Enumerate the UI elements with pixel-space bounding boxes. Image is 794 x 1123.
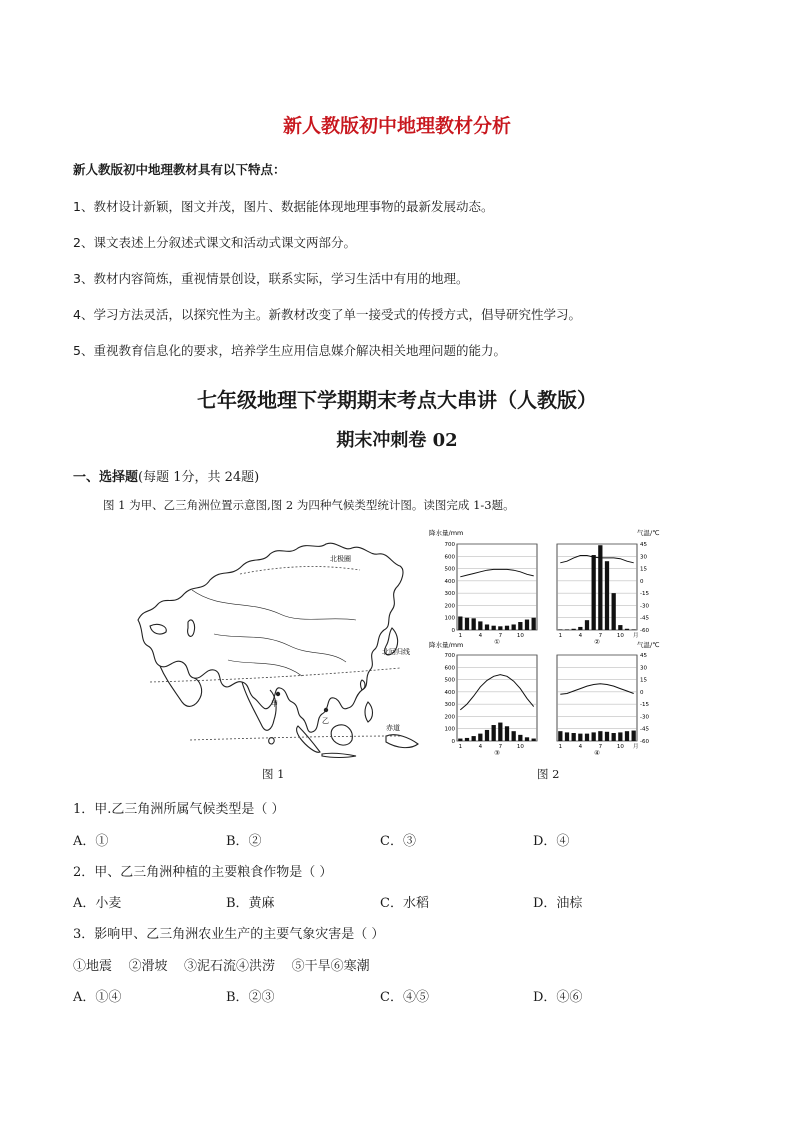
climate-charts — [425, 526, 670, 757]
precip-bar — [612, 733, 616, 741]
precip-bar — [625, 731, 629, 741]
precip-bar — [505, 626, 509, 630]
climate-chart — [557, 653, 649, 757]
month-tick-label: 10 — [516, 633, 524, 639]
chart-number-label: ④ — [594, 749, 600, 757]
climate-chart — [557, 542, 649, 646]
precip-tick-label: 200 — [444, 603, 455, 610]
question-option[interactable]: C．水稻 — [380, 896, 429, 911]
tropic-cancer-label: 北回归线 — [382, 648, 410, 656]
temp-tick-label: 45 — [640, 653, 647, 659]
question-sub-list: ①地震 ②滑坡 ③泥石流④洪涝 ⑤干旱⑥寒潮 — [73, 959, 370, 974]
temp-axis-label: 气温/℃ — [637, 641, 660, 649]
temp-tick-label: -15 — [640, 702, 649, 709]
question-stem: 3．影响甲、乙三角洲农业生产的主要气象灾害是（ ） — [73, 927, 385, 942]
precip-tick-label: 0 — [451, 739, 455, 745]
border-3 — [228, 660, 302, 676]
month-unit-label: 月 — [633, 744, 639, 750]
precip-bar — [498, 626, 502, 630]
temp-tick-label: -45 — [640, 615, 649, 622]
question-option[interactable]: D．油棕 — [533, 896, 583, 911]
precip-tick-label: 600 — [444, 665, 455, 672]
precip-bar — [512, 731, 516, 741]
month-unit-label: 月 — [633, 633, 639, 639]
question-option[interactable]: A．小麦 — [73, 896, 122, 911]
month-tick-label: 4 — [578, 633, 583, 639]
precip-tick-label: 500 — [444, 677, 455, 684]
precip-bar — [505, 726, 509, 741]
border-2 — [214, 634, 346, 662]
precip-bar — [498, 723, 502, 741]
precip-tick-label: 0 — [451, 628, 455, 634]
analysis-intro: 新人教版初中地理教材具有以下特点： — [73, 162, 286, 177]
precip-tick-label: 400 — [444, 578, 455, 585]
taiwan — [361, 680, 366, 690]
month-tick-label: 4 — [478, 633, 483, 639]
precip-bar — [585, 734, 589, 741]
temp-tick-label: -60 — [640, 739, 649, 745]
question-option[interactable]: B．② — [226, 834, 262, 849]
precip-bar — [532, 618, 536, 630]
question-stem: 2．甲、乙三角洲种植的主要粮食作物是（ ） — [73, 865, 333, 880]
precip-bar — [485, 624, 489, 630]
figure-2-caption: 图 2 — [537, 767, 560, 781]
feature-item: 5、重视教育信息化的要求，培养学生应用信息媒介解决相关地理问题的能力。 — [73, 343, 506, 358]
precip-axis-label: 降水量/mm — [429, 529, 464, 537]
jia-label: 甲 — [271, 700, 278, 708]
question-intro: 图 1 为甲、乙三角洲位置示意图,图 2 为四种气候类型统计图。读图完成 1-3题。 — [103, 498, 515, 512]
yi-marker — [324, 708, 328, 712]
new-guinea — [386, 735, 418, 748]
temp-tick-label: 0 — [640, 689, 644, 696]
month-tick-label: 10 — [616, 633, 624, 639]
question-option[interactable]: D．④ — [533, 834, 570, 849]
arctic-circle-line — [240, 567, 360, 574]
precip-bar — [618, 625, 622, 630]
chart-number-label: ① — [494, 638, 500, 646]
precip-bar — [478, 734, 482, 741]
chart-frame — [557, 655, 637, 741]
precip-tick-label: 400 — [444, 689, 455, 696]
feature-item: 1、教材设计新颖，图文并茂，图片、数据能体现地理事物的最新发展动态。 — [73, 199, 494, 214]
chart-number-label: ③ — [494, 749, 500, 757]
section-heading — [73, 466, 259, 485]
precip-bar — [485, 730, 489, 741]
precip-bar — [625, 629, 629, 630]
precip-bar — [572, 629, 576, 630]
chart-frame — [457, 655, 537, 741]
precip-bar — [558, 629, 562, 630]
precip-bar — [492, 626, 496, 630]
borneo — [331, 725, 352, 745]
precip-bar — [518, 622, 522, 630]
equator-line — [190, 736, 400, 740]
temp-tick-label: -30 — [640, 714, 649, 721]
question-option[interactable]: C．③ — [380, 834, 416, 849]
precip-bar — [585, 620, 589, 630]
precip-bar — [565, 732, 569, 741]
month-tick-label: 10 — [516, 744, 524, 750]
precip-bar — [605, 561, 609, 630]
delta-location-map — [130, 530, 425, 758]
climate-chart — [445, 653, 538, 757]
precip-bar — [572, 733, 576, 741]
question-stem: 1．甲.乙三角洲所属气候类型是（ ） — [73, 802, 285, 817]
precip-tick-label: 100 — [444, 615, 455, 622]
temp-tick-label: 15 — [640, 566, 647, 573]
precip-tick-label: 100 — [444, 726, 455, 733]
precip-tick-label: 600 — [444, 554, 455, 561]
precip-axis-label: 降水量/mm — [429, 641, 464, 649]
chart-frame — [457, 544, 537, 630]
temp-tick-label: 45 — [640, 542, 647, 548]
jia-marker — [276, 692, 280, 696]
month-tick-label: 7 — [598, 744, 603, 750]
precip-bar — [472, 618, 476, 630]
precip-bar — [458, 739, 462, 741]
month-tick-label: 7 — [498, 633, 503, 639]
section-note: (每题 1分，共 24题) — [138, 470, 260, 485]
temp-tick-label: 30 — [640, 554, 647, 561]
precip-bar — [598, 731, 602, 741]
border-1 — [192, 590, 356, 620]
black-sea — [150, 624, 166, 634]
month-tick-label: 10 — [616, 744, 624, 750]
precip-bar — [465, 618, 469, 630]
feature-item: 3、教材内容简炼，重视情景创设，联系实际，学习生活中有用的地理。 — [73, 271, 469, 286]
temp-axis-label: 气温/℃ — [637, 529, 660, 537]
precip-bar — [525, 737, 529, 741]
precip-bar — [512, 624, 516, 630]
question-option[interactable]: C．④⑤ — [380, 990, 429, 1005]
precip-bar — [492, 725, 496, 741]
precip-bar — [532, 739, 536, 741]
precip-bar — [478, 621, 482, 630]
precip-bar — [632, 731, 636, 741]
precip-bar — [612, 593, 616, 630]
precip-bar — [578, 627, 582, 630]
chart-number-label: ② — [594, 638, 600, 646]
precip-tick-label: 700 — [444, 542, 455, 548]
temp-tick-label: 30 — [640, 665, 647, 672]
equator-label: 赤道 — [386, 724, 400, 732]
precip-bar — [465, 738, 469, 741]
precip-bar — [578, 734, 582, 741]
precip-tick-label: 200 — [444, 714, 455, 721]
precip-tick-label: 700 — [444, 653, 455, 659]
temp-tick-label: 0 — [640, 578, 644, 585]
precip-bar — [565, 629, 569, 630]
month-tick-label: 1 — [458, 633, 463, 639]
precip-bar — [525, 620, 529, 630]
precip-bar — [458, 616, 462, 630]
question-option[interactable]: B．②③ — [226, 990, 275, 1005]
month-tick-label: 7 — [498, 744, 503, 750]
precip-bar — [632, 629, 636, 630]
question-option[interactable]: A．① — [73, 834, 109, 849]
month-tick-label: 1 — [558, 633, 563, 639]
climate-chart — [445, 542, 538, 646]
precip-tick-label: 300 — [444, 702, 455, 709]
month-tick-label: 1 — [558, 744, 563, 750]
month-tick-label: 7 — [598, 633, 603, 639]
precip-bar — [558, 731, 562, 741]
precip-tick-label: 300 — [444, 591, 455, 598]
arabian-peninsula — [160, 666, 202, 706]
question-option[interactable]: B．黄麻 — [226, 896, 275, 911]
feature-item: 2、课文表述上分叙述式课文和活动式课文两部分。 — [73, 235, 356, 250]
arctic-circle-label: 北极圈 — [330, 555, 351, 563]
precip-bar — [618, 732, 622, 741]
temp-tick-label: 15 — [640, 677, 647, 684]
temp-tick-label: -60 — [640, 628, 649, 634]
sri-lanka — [269, 738, 274, 744]
precip-bar — [518, 735, 522, 741]
section-label: 一、选择题 — [73, 470, 139, 485]
precip-bar — [605, 732, 609, 741]
temp-tick-label: -45 — [640, 726, 649, 733]
yi-label: 乙 — [322, 717, 329, 725]
precip-tick-label: 500 — [444, 566, 455, 573]
temp-tick-label: -15 — [640, 591, 649, 598]
java — [322, 753, 356, 757]
figure-1-caption: 图 1 — [262, 767, 285, 781]
month-tick-label: 4 — [578, 744, 583, 750]
chart-frame — [557, 544, 637, 630]
month-tick-label: 1 — [458, 744, 463, 750]
precip-bar — [472, 736, 476, 741]
temp-tick-label: -30 — [640, 603, 649, 610]
exam-title: 七年级地理下学期期末考点大串讲（人教版） — [197, 388, 597, 412]
question-option[interactable]: A．①④ — [73, 990, 122, 1005]
philippines — [365, 702, 373, 722]
feature-item: 4、学习方法灵活，以探究性为主。新教材改变了单一接受式的传授方式，倡导研究性学习。 — [73, 307, 581, 322]
exam-subtitle: 期末冲刺卷 02 — [336, 430, 458, 451]
precip-bar — [592, 732, 596, 741]
precip-bar — [592, 555, 596, 630]
caspian-sea — [188, 620, 195, 636]
analysis-title: 新人教版初中地理教材分析 — [282, 115, 511, 137]
question-option[interactable]: D．④⑥ — [533, 990, 583, 1005]
month-tick-label: 4 — [478, 744, 483, 750]
